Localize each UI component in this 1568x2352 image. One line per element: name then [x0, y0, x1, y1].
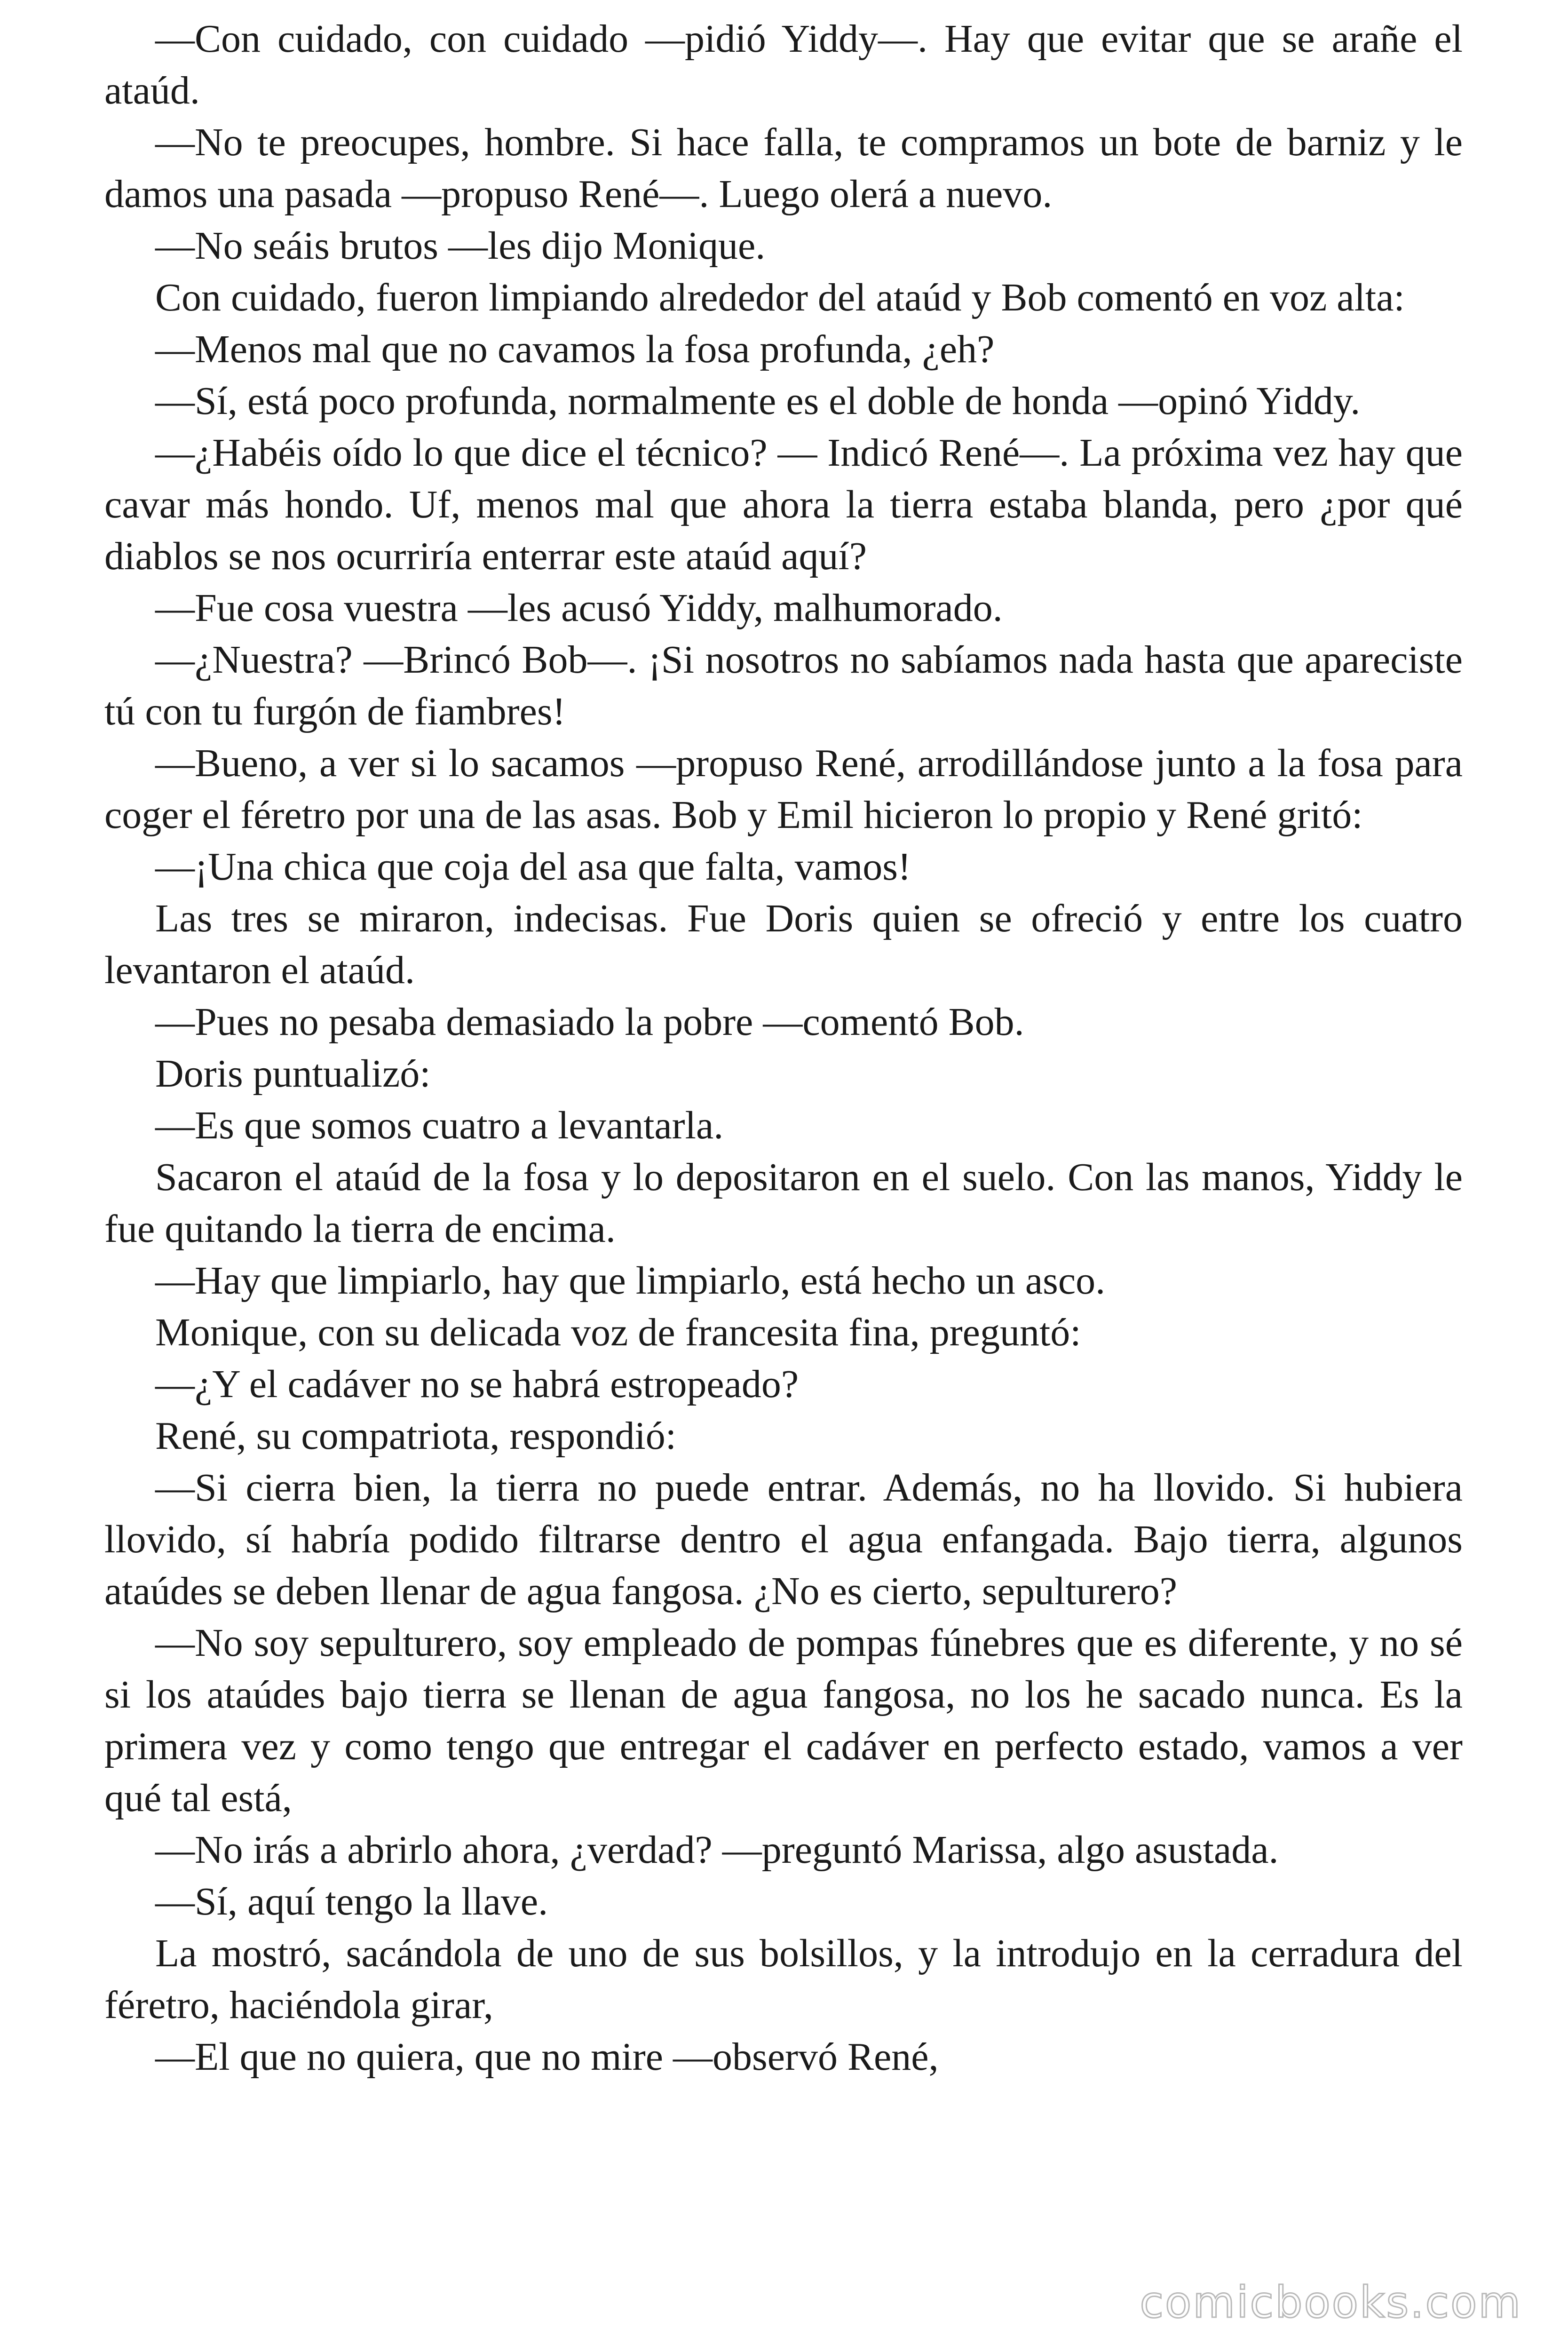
paragraph: —El que no quiera, que no mire —observó René, [155, 2035, 939, 2079]
paragraph: La mostró, sacándola de uno de sus bolsillos, y la introdujo en la cerradura del féretro, haciéndola girar, [104, 1931, 1463, 2027]
paragraph: Con cuidado, fueron limpiando alrededor del ataúd y Bob comentó en voz alta: [155, 276, 1405, 319]
page-text [104, 13, 1463, 2083]
paragraph: —Sí, aquí tengo la llave. [155, 1880, 548, 1923]
paragraph: Monique, con su delicada voz de francesita fina, preguntó: [155, 1311, 1081, 1354]
paragraph: —No irás a abrirlo ahora, ¿verdad? —preguntó Marissa, algo asustada. [155, 1828, 1279, 1872]
paragraph: Las tres se miraron, indecisas. Fue Doris quien se ofreció y entre los cuatro levantaron el ataúd. [104, 897, 1463, 992]
paragraph: —Si cierra bien, la tierra no puede entrar. Además, no ha llovido. Si hubiera llovido, sí habría podido filtrarse dentro el agua enfangada. Bajo tierra, algunos ataúdes se deben llenar de agua fangosa. ¿No es cierto, sepulturero? [104, 1466, 1463, 1613]
paragraph: —¡Una chica que coja del asa que falta, vamos! [155, 845, 911, 889]
paragraph: —Fue cosa vuestra —les acusó Yiddy, malhumorado. [155, 586, 1003, 630]
paragraph: —Con cuidado, con cuidado —pidió Yiddy—. Hay que evitar que se arañe el ataúd. [104, 17, 1463, 112]
paragraph: —No soy sepulturero, soy empleado de pompas fúnebres que es diferente, y no sé si los ataúdes bajo tierra se llenan de agua fangosa, no los he sacado nunca. Es la primera vez y como tengo que entregar el cadáver en perfecto estado, vamos a ver qué tal está, [104, 1621, 1463, 1820]
paragraph: —¿Y el cadáver no se habrá estropeado? [155, 1362, 799, 1406]
paragraph: —Menos mal que no cavamos la fosa profunda, ¿eh? [155, 327, 995, 371]
paragraph: —No te preocupes, hombre. Si hace falla, te compramos un bote de barniz y le damos una pasada —propuso René—. Luego olerá a nuevo. [104, 120, 1463, 216]
paragraph: —Sí, está poco profunda, normalmente es el doble de honda —opinó Yiddy. [155, 379, 1361, 423]
paragraph: —Pues no pesaba demasiado la pobre —comentó Bob. [155, 1000, 1024, 1044]
paragraph: —¿Nuestra? —Brincó Bob—. ¡Si nosotros no sabíamos nada hasta que apareciste tú con tu furgón de fiambres! [104, 638, 1463, 733]
paragraph: —¿Habéis oído lo que dice el técnico? — Indicó René—. La próxima vez hay que cavar más hondo. Uf, menos mal que ahora la tierra estaba blanda, pero ¿por qué diablos se nos ocurriría enterrar este ataúd aquí? [104, 431, 1463, 578]
paragraph: —Es que somos cuatro a levantarla. [155, 1104, 724, 1147]
paragraph: —Bueno, a ver si lo sacamos —propuso René, arrodillándose junto a la fosa para coger el féretro por una de las asas. Bob y Emil hicieron lo propio y René gritó: [104, 741, 1463, 837]
paragraph: —No seáis brutos —les dijo Monique. [155, 224, 766, 268]
paragraph: —Hay que limpiarlo, hay que limpiarlo, está hecho un asco. [155, 1259, 1106, 1303]
watermark-text: comicbooks.com [1140, 2277, 1522, 2328]
paragraph: Sacaron el ataúd de la fosa y lo depositaron en el suelo. Con las manos, Yiddy le fue quitando la tierra de encima. [104, 1155, 1463, 1251]
paragraph: René, su compatriota, respondió: [155, 1414, 677, 1458]
paragraph: Doris puntualizó: [155, 1052, 431, 1096]
